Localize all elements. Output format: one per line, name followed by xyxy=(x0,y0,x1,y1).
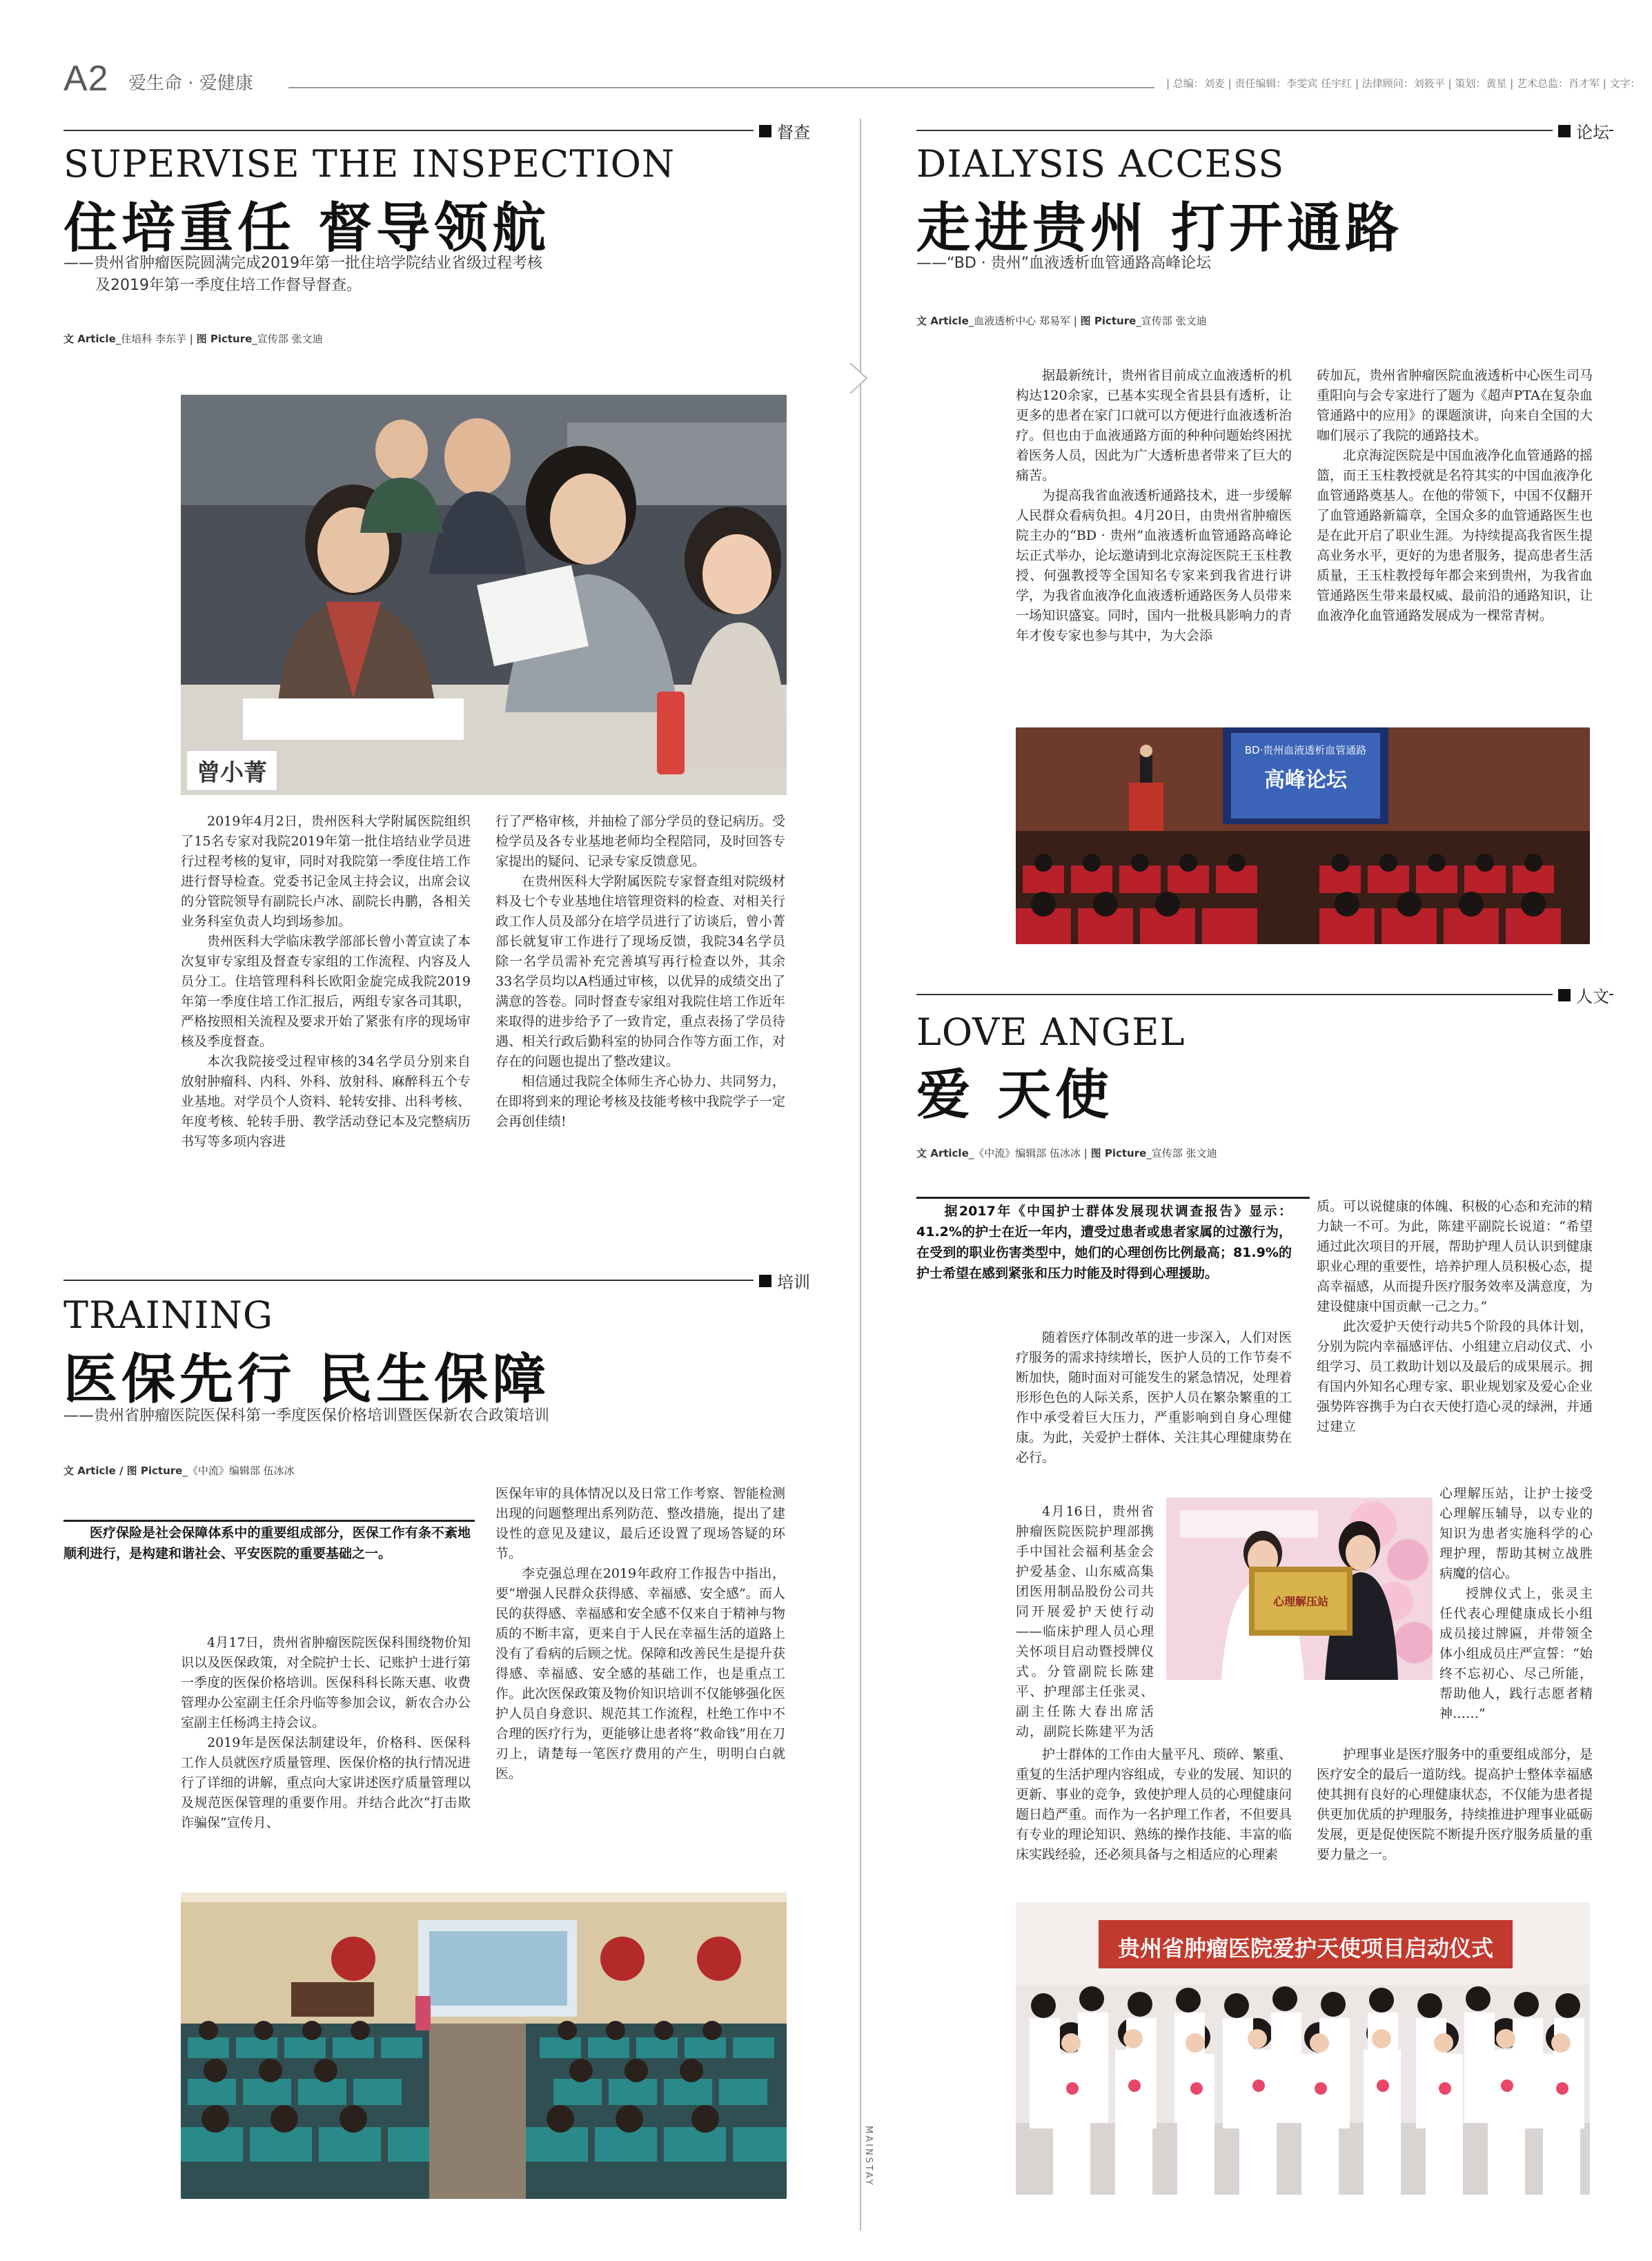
english-title: SUPERVISE THE INSPECTION xyxy=(63,142,676,186)
body-column-2 xyxy=(495,1484,785,1877)
paragraph: 行了严格审核，并抽检了部分学员的登记病历。受检学员及各专业基地老师均全程陪同，及时回答专家提出的疑问、记录专家反馈意见。 xyxy=(495,814,785,869)
plaque-text: 心理解压站 xyxy=(1272,1595,1328,1608)
paragraph: 护士群体的工作由大量平凡、琐碎、繁重、重复的生活护理内容组成，专业的发展、知识的更新、事业的竞争，致使护理人员的心理健康问题日趋严重。而作为一名护理工作者，不但要具有专业的理论知识、熟练的操作技能、丰富的临床实践经验，还必须具备与之相适应的心理素 xyxy=(1016,1747,1292,1862)
subtitle: ——贵州省肿瘤医院医保科第一季度医保价格培训暨医保新农合政策培训 xyxy=(63,1407,550,1425)
paragraph: 护理事业是医疗服务中的重要组成部分，是医疗安全的最后一道防线。提高护士整体幸福感使其拥有良好的心理健康状态，不仅能为患者提供更加优质的护理服务，持续推进护理事业砥砺发展，更是促使医院不断提升医疗服务质量的重要力量之一。 xyxy=(1317,1747,1593,1862)
lead-rule xyxy=(63,1520,475,1522)
screen-text xyxy=(1237,743,1375,793)
body-column-2-top xyxy=(1317,1197,1593,1495)
byline: 文 Article_住培科 李东芋 | 图 Picture_宣传部 张文迪 xyxy=(63,333,323,345)
picture-authors: _宣传部 张文迪 xyxy=(1136,315,1207,327)
paragraph: 为提高我省血液透析通路技术，进一步缓解人民群众看病负担。4月20日，由贵州省肿瘤医院主办的“BD · 贵州”血液透析血管通路高峰论坛正式举办，论坛邀请到北京海淀医院王玉柱教授、何强教授等全国知名专家来到我省进行讲学，为我省血液净化血液透析通路医务人员带来一场知识盛宴。同时，国内一批极具影响力的青年才俊专家也参与其中，为大会添 xyxy=(1016,488,1292,643)
paragraph: 医保年审的具体情况以及日常工作考察、智能检测出现的问题整理出系列防范、整改措施，提出了建设性的意见及建议，最后还设置了现场答疑的环节。 xyxy=(495,1486,785,1561)
paragraph: 2019年4月2日，贵州医科大学附属医院组织了15名专家对我院2019年第一批住培结业学员进行过程考核的复审，同时对我院第一季度住培工作进行督导检查。党委书记金凤主持会议，出席会议的分管院领导有副院长卢冰、副院长冉鹏，各相关业务科室负责人均到场参加。 xyxy=(181,814,471,929)
screen-line-1: BD·贵州血液透析血管通路 xyxy=(1244,744,1367,756)
subtitle: ——“BD · 贵州”血液透析血管通路高峰论坛 xyxy=(916,255,1212,272)
picture-label: 图 Picture xyxy=(1080,315,1137,327)
section-rule xyxy=(63,1280,784,1281)
paragraph: 心理解压站，让护士接受心理解压辅导，以专业的知识为患者实施科学的心理护理，帮助其树立战胜病魔的信心。 xyxy=(1439,1486,1593,1581)
byline xyxy=(63,1463,295,1478)
section-tag-label: 论坛 xyxy=(1576,123,1609,142)
picture-label: 图 Picture xyxy=(1090,1147,1147,1159)
section-tag xyxy=(754,119,810,143)
paragraph: 相信通过我院全体师生齐心协力、共同努力，在即将到来的理论考核及技能考核中我院学子一定会再创佳绩! xyxy=(495,1074,785,1129)
lead-text: 医疗保险是社会保障体系中的重要组成部分，医保工作有条不紊地顺利进行，是构建和谐社会、平安医院的重要基础之一。 xyxy=(63,1525,471,1561)
article-label: 文 Article xyxy=(916,315,969,327)
section-tag xyxy=(1553,119,1609,143)
section-name: 爱生命 · 爱健康 xyxy=(128,73,253,94)
section-tag-label: 督查 xyxy=(777,123,810,142)
paragraph: 随着医疗体制改革的进一步深入，人们对医疗服务的需求持续增长，医护人员的工作节奏不断加快，随时面对可能发生的紧急情况，处理着形形色色的人际关系，医护人员在繁杂繁重的工作中承受着巨大压力，严重影响到自身心理健康。为此，关爱护士群体、关注其心理健康势在必行。 xyxy=(1016,1330,1292,1465)
lead-text: 据2017年《中国护士群体发展现状调查报告》显示：41.2%的护士在近一年内，遭受过患者或患者家属的过激行为，在受到的职业伤害类型中，她们的心理创伤比例最高；81.9%的护士希望在感到紧张和压力时能及时得到心理援助。 xyxy=(916,1204,1292,1281)
article-label: 文 Article xyxy=(916,1147,969,1159)
section-tag xyxy=(754,1269,810,1293)
english-title: LOVE ANGEL xyxy=(916,1010,1186,1054)
dialysis-photo xyxy=(1016,727,1590,944)
body-column-1-bottom xyxy=(1016,1745,1292,1910)
article-authors: _《中流》编辑部 伍冰冰 xyxy=(968,1147,1081,1159)
square-bullet-icon xyxy=(759,125,771,137)
byline: 文 Article_《中流》编辑部 伍冰冰 | 图 Picture_宣传部 张文迪 xyxy=(916,1147,1217,1159)
paragraph: 质。可以说健康的体魄、积极的心态和充沛的精力缺一不可。为此，陈建平副院长说道：“希望通过此次项目的开展，帮助护理人员认识到健康职业心理的重要性，培养护理人员积极心态，提高幸福感，从而提升医疗服务效率及满意度，为建设健康中国贡献一己之力。” xyxy=(1317,1199,1593,1314)
supervise-photo xyxy=(181,395,787,795)
chinese-title: 走进贵州 打开通路 xyxy=(916,197,1404,260)
square-bullet-icon xyxy=(1558,125,1571,137)
lead-paragraph xyxy=(63,1523,471,1564)
chinese-title: 住培重任 督导领航 xyxy=(63,197,551,260)
paragraph: 4月17日，贵州省肿瘤医院医保科围绕物价知识以及医保政策，对全院护士长、记账护士进行第一季度的医保价格培训。医保科科长陈天惠、收费管理办公室副主任余丹临等参加会议，新农合办公室副主任杨鸿主持会议。 xyxy=(181,1635,471,1730)
section-tag xyxy=(1553,983,1609,1007)
body-column-1 xyxy=(181,812,471,1233)
article-authors: _血液透析中心 郑易军 xyxy=(968,315,1071,327)
lead-paragraph xyxy=(916,1201,1292,1284)
page-number: A2 xyxy=(63,59,109,99)
square-bullet-icon xyxy=(759,1275,771,1287)
paragraph: 贵州医科大学临床教学部部长曾小菁宣读了本次复审专家组及督查专家组的工作流程、内容及人员分工。住培管理科科长欧阳金旋完成我院2019年第一季度住培工作汇报后，两组专家各司其职，严格按照相关流程及要求开始了紧张有序的现场审核及季度督查。 xyxy=(181,934,471,1049)
side-label: MAINSTAY xyxy=(863,2126,874,2187)
body-column-1 xyxy=(1016,366,1292,725)
name-placard: 曾小菁 xyxy=(186,750,277,791)
body-column-1-top xyxy=(1016,1328,1292,1496)
ceremony-photo xyxy=(1016,1902,1590,2195)
chinese-title: 爱 天使 xyxy=(916,1064,1114,1126)
byline: 文 Article_血液透析中心 郑易军 | 图 Picture_宣传部 张文迪 xyxy=(916,315,1207,327)
paragraph: 砖加瓦，贵州省肿瘤医院血液透析中心医生司马重阳向与会专家进行了题为《超声PTA在复杂血管通路中的应用》的课题演讲，向来自全国的大咖们展示了我院的通路技术。 xyxy=(1317,368,1593,443)
masthead-rule xyxy=(288,87,1154,88)
subtitle-line-1: ——贵州省肿瘤医院圆满完成2019年第一批住培学院结业省级过程考核 xyxy=(63,255,542,272)
paragraph: 本次我院接受过程审核的34名学员分别来自放射肿瘤科、内科、外科、放射科、麻醉科五个专业基地。对学员个人资料、轮转安排、出科考核、年度考核、轮转手册、教学活动登记本及完整病历书写等多项内容进 xyxy=(181,1054,471,1149)
screen-line-2: 高峰论坛 xyxy=(1264,768,1347,792)
body-column-2 xyxy=(495,812,785,1233)
column-divider xyxy=(860,119,861,2231)
article-label: 文 Article xyxy=(63,333,116,345)
paragraph: 授牌仪式上，张灵主任代表心理健康成长小组成员接过牌匾，并带领全体小组成员庄严宣誓：“始终不忘初心、尽己所能，帮助他人，践行志愿者精神……” xyxy=(1439,1586,1593,1721)
divider-notch-icon xyxy=(849,363,868,393)
body-column-2-narrow xyxy=(1439,1484,1593,1742)
paragraph: 2019年是医保法制建设年，价格科、医保科工作人员就医疗质量管理、医保价格的执行情况进行了详细的讲解，重点向大家讲述医疗质量管理以及规范医保管理的重要作用。并结合此次“打击欺诈骗保”宣传月、 xyxy=(181,1735,471,1830)
chinese-title: 医保先行 民生保障 xyxy=(63,1349,551,1411)
square-bullet-icon xyxy=(1558,989,1571,1001)
lead-rule xyxy=(916,1197,1310,1199)
section-rule xyxy=(916,994,1613,995)
picture-authors: _宣传部 张文迪 xyxy=(1146,1147,1217,1159)
paragraph: 在贵州医科大学附属医院专家督查组对院级材料及七个专业基地住培管理资料的检查、对相关行政工作人员及部分在培学员进行了访谈后，曾小菁部长就复审工作进行了现场反馈，我院34名学员除一名学员需补充完善填写再行检查以外，其余33名学员均以A档通过审核，以优异的成绩交出了满意的答卷。同时督查专家组对我院住培工作近年来取得的进步给予了一致肯定，重点表扬了学员待遇、相关行政后勤科室的协同合作等方面工作，对存在的问题也提出了整改建议。 xyxy=(495,874,785,1069)
paragraph: 北京海淀医院是中国血液净化血管通路的摇篮，而王玉柱教授就是名符其实的中国血液净化血管通路奠基人。在他的带领下，中国不仅翻开了血管通路新篇章，全国众多的血管通路医生也是在此开启了职业生涯。为持续提高我省医生提高业务水平，更好的为患者服务，提高患者生活质量，王玉柱教授每年都会来到贵州，为我省血管通路医生带来最权威、最前沿的通路知识，让血液净化血管通路发展成为一棵常青树。 xyxy=(1317,448,1593,623)
paragraph: 4月16日，贵州省肿瘤医院医院护理部携手中国社会福利基金会护爱基金、山东威高集团医用制品股份公司共同开展爱护天使行动——临床护理人员心理关怀项目启动暨授牌仪式。分管副院长陈建平、护理部主任张灵、副主任陈大春出席活动，副院长陈建平为活 xyxy=(1016,1504,1154,1739)
section-tag-label: 人文 xyxy=(1576,987,1609,1006)
training-photo xyxy=(181,1892,787,2199)
article-authors: _《中流》编辑部 伍冰冰 xyxy=(182,1465,295,1477)
masthead-credits: | 总编：刘麦 | 责任编辑：李雯宾 任宇红 | 法律顾问：刘筱平 | 策划：黄星 | 艺术总监：肖才军 | 文字： xyxy=(1166,77,1641,90)
plaque-photo xyxy=(1166,1498,1433,1680)
paragraph: 据最新统计，贵州省目前成立血液透析的机构达120余家，已基本实现全省县县有透析，让更多的患者在家门口就可以方便进行血液透析治疗。但也由于血液通路方面的种种问题始终困扰着医务人员，因此为广大透析患者带来了巨大的痛苦。 xyxy=(1016,368,1292,483)
subtitle-line-2: 及2019年第一季度住培工作督导督查。 xyxy=(95,277,362,294)
article-label: 文 Article / 图 Picture xyxy=(63,1465,183,1477)
paragraph: 李克强总理在2019年政府工作报告中指出，要“增强人民群众获得感、幸福感、安全感”。而人民的获得感、幸福感和安全感不仅来自于精神与物质的不断丰富，更来自于人民在幸福生活的道路上没有了看病的后顾之忧。保障和改善民生是提升获得感、幸福感、安全感的基础工作，也是重点工作。此次医保政策及物价知识培训不仅能够强化医护人员自身意识、规范其工作流程，杜绝工作中不合理的医疗行为，更能够让患者将“救命钱”用在刀刃上，请楚每一笔医疗费用的产生，明明白白就医。 xyxy=(495,1566,785,1781)
section-rule xyxy=(63,130,784,131)
body-column-2 xyxy=(1317,366,1593,725)
article-authors: _住培科 李东芋 xyxy=(115,333,187,345)
section-rule xyxy=(916,130,1613,131)
english-title: DIALYSIS ACCESS xyxy=(916,142,1285,186)
body-column-1-narrow xyxy=(1016,1502,1154,1739)
body-column-1 xyxy=(181,1633,471,1877)
section-tag-label: 培训 xyxy=(777,1273,810,1292)
body-column-2-bottom xyxy=(1317,1745,1593,1910)
subtitle xyxy=(63,253,542,297)
english-title: TRAINING xyxy=(63,1293,273,1337)
paragraph: 此次爱护天使行动共5个阶段的具体计划，分别为院内幸福感评估、小组建立启动仪式、小组学习、员工救助计划以及最后的成果展示。拥有国内外知名心理专家、职业规划家及爱心企业强势阵容携手为白衣天使打造心灵的绿洲，并通过建立 xyxy=(1317,1319,1593,1434)
picture-label: 图 Picture xyxy=(196,333,253,345)
picture-authors: _宣传部 张文迪 xyxy=(252,333,323,345)
banner-text: 贵州省肿瘤医院爱护天使项目启动仪式 xyxy=(1117,1935,1493,1961)
